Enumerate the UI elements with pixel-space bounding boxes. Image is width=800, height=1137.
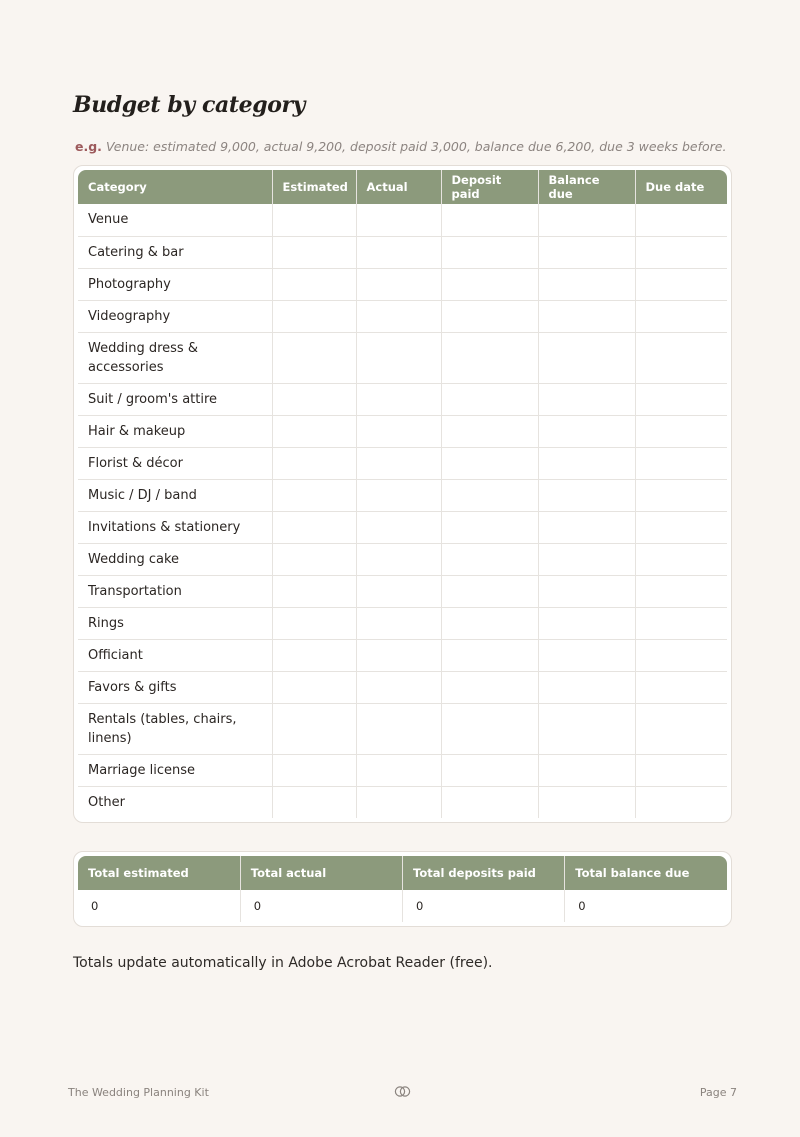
col-header-total-deposits-paid: Total deposits paid [403, 856, 565, 890]
example-text: Venue: estimated 9,000, actual 9,200, deposit paid 3,000, balance due 6,200, due 3 weeks before. [105, 139, 727, 154]
deposit-paid-field[interactable] [441, 332, 538, 383]
example-label: e.g. [75, 139, 102, 154]
budget-row [78, 543, 727, 575]
estimated-field[interactable] [272, 786, 356, 818]
deposit-paid-field[interactable] [441, 204, 538, 236]
deposit-paid-field[interactable] [441, 415, 538, 447]
balance-due-field[interactable] [538, 332, 635, 383]
actual-field[interactable] [356, 447, 441, 479]
due-date-field[interactable] [635, 236, 727, 268]
due-date-field[interactable] [635, 607, 727, 639]
budget-header-row [78, 170, 727, 204]
estimated-field[interactable] [272, 204, 356, 236]
col-header-category: Category [78, 170, 272, 204]
budget-row [78, 575, 727, 607]
budget-row [78, 786, 727, 818]
due-date-field[interactable] [635, 754, 727, 786]
actual-field[interactable] [356, 479, 441, 511]
balance-due-field[interactable] [538, 575, 635, 607]
budget-row [78, 754, 727, 786]
deposit-paid-field[interactable] [441, 300, 538, 332]
deposit-paid-field[interactable] [441, 607, 538, 639]
category-label: Photography [78, 268, 272, 300]
actual-field[interactable] [356, 639, 441, 671]
total-balance-due-field[interactable]: 0 [565, 890, 727, 922]
totals-header-row [78, 856, 727, 890]
col-header-total-estimated: Total estimated [78, 856, 240, 890]
actual-field[interactable] [356, 383, 441, 415]
due-date-field[interactable] [635, 671, 727, 703]
deposit-paid-field[interactable] [441, 671, 538, 703]
actual-field[interactable] [356, 754, 441, 786]
interlocking-rings-icon [394, 1085, 411, 1098]
category-label: Wedding cake [78, 543, 272, 575]
budget-row [78, 300, 727, 332]
category-label: Transportation [78, 575, 272, 607]
estimated-field[interactable] [272, 415, 356, 447]
balance-due-field[interactable] [538, 236, 635, 268]
category-label: Other [78, 786, 272, 818]
category-label: Wedding dress & accessories [78, 332, 272, 383]
totals-note: Totals update automatically in Adobe Acrobat Reader (free). [73, 955, 493, 971]
balance-due-field[interactable] [538, 511, 635, 543]
category-label: Officiant [78, 639, 272, 671]
deposit-paid-field[interactable] [441, 447, 538, 479]
estimated-field[interactable] [272, 703, 356, 754]
category-label: Favors & gifts [78, 671, 272, 703]
balance-due-field[interactable] [538, 607, 635, 639]
actual-field[interactable] [356, 236, 441, 268]
budget-row [78, 703, 727, 754]
balance-due-field[interactable] [538, 300, 635, 332]
estimated-field[interactable] [272, 511, 356, 543]
estimated-field[interactable] [272, 479, 356, 511]
budget-table-card [73, 165, 732, 823]
budget-row [78, 511, 727, 543]
category-label: Invitations & stationery [78, 511, 272, 543]
deposit-paid-field[interactable] [441, 268, 538, 300]
budget-row [78, 332, 727, 383]
totals-table [78, 856, 727, 922]
estimated-field[interactable] [272, 447, 356, 479]
deposit-paid-field[interactable] [441, 383, 538, 415]
due-date-field[interactable] [635, 415, 727, 447]
budget-row [78, 236, 727, 268]
category-label: Florist & décor [78, 447, 272, 479]
estimated-field[interactable] [272, 332, 356, 383]
balance-due-field[interactable] [538, 204, 635, 236]
col-header-actual: Actual [356, 170, 441, 204]
balance-due-field[interactable] [538, 671, 635, 703]
deposit-paid-field[interactable] [441, 511, 538, 543]
budget-row [78, 447, 727, 479]
col-header-balance-due: Balance due [538, 170, 635, 204]
col-header-total-actual: Total actual [240, 856, 402, 890]
balance-due-field[interactable] [538, 479, 635, 511]
budget-row [78, 479, 727, 511]
example-note [75, 139, 726, 154]
balance-due-field[interactable] [538, 447, 635, 479]
deposit-paid-field[interactable] [441, 479, 538, 511]
page-number: Page 7 [699, 1086, 737, 1099]
footer-title: The Wedding Planning Kit [68, 1086, 209, 1099]
actual-field[interactable] [356, 204, 441, 236]
estimated-field[interactable] [272, 575, 356, 607]
balance-due-field[interactable] [538, 415, 635, 447]
category-label: Videography [78, 300, 272, 332]
due-date-field[interactable] [635, 268, 727, 300]
deposit-paid-field[interactable] [441, 236, 538, 268]
actual-field[interactable] [356, 703, 441, 754]
estimated-field[interactable] [272, 300, 356, 332]
col-header-deposit-paid: Deposit paid [441, 170, 538, 204]
due-date-field[interactable] [635, 300, 727, 332]
actual-field[interactable] [356, 415, 441, 447]
due-date-field[interactable] [635, 639, 727, 671]
budget-row [78, 639, 727, 671]
deposit-paid-field[interactable] [441, 543, 538, 575]
balance-due-field[interactable] [538, 383, 635, 415]
budget-row [78, 671, 727, 703]
estimated-field[interactable] [272, 543, 356, 575]
due-date-field[interactable] [635, 332, 727, 383]
deposit-paid-field[interactable] [441, 786, 538, 818]
budget-row [78, 268, 727, 300]
category-label: Rentals (tables, chairs, linens) [78, 703, 272, 754]
due-date-field[interactable] [635, 575, 727, 607]
deposit-paid-field[interactable] [441, 754, 538, 786]
actual-field[interactable] [356, 511, 441, 543]
actual-field[interactable] [356, 332, 441, 383]
actual-field[interactable] [356, 268, 441, 300]
actual-field[interactable] [356, 300, 441, 332]
balance-due-field[interactable] [538, 639, 635, 671]
due-date-field[interactable] [635, 511, 727, 543]
category-label: Hair & makeup [78, 415, 272, 447]
actual-field[interactable] [356, 575, 441, 607]
category-label: Suit / groom's attire [78, 383, 272, 415]
due-date-field[interactable] [635, 786, 727, 818]
category-label: Music / DJ / band [78, 479, 272, 511]
balance-due-field[interactable] [538, 703, 635, 754]
estimated-field[interactable] [272, 639, 356, 671]
total-estimated-field[interactable]: 0 [91, 898, 99, 913]
category-label: Marriage license [78, 754, 272, 786]
deposit-paid-field[interactable] [441, 575, 538, 607]
estimated-field[interactable] [272, 607, 356, 639]
budget-table [78, 170, 727, 818]
budget-row [78, 204, 727, 236]
due-date-field[interactable] [635, 703, 727, 754]
col-header-estimated: Estimated [272, 170, 356, 204]
estimated-field[interactable] [272, 268, 356, 300]
col-header-due-date: Due date [635, 170, 727, 204]
category-label: Catering & bar [78, 236, 272, 268]
budget-row [78, 415, 727, 447]
balance-due-field[interactable] [538, 754, 635, 786]
due-date-field[interactable] [635, 479, 727, 511]
deposit-paid-field[interactable] [441, 703, 538, 754]
due-date-field[interactable] [635, 447, 727, 479]
estimated-field[interactable] [272, 671, 356, 703]
category-label: Venue [88, 212, 129, 228]
actual-field[interactable] [356, 543, 441, 575]
page-title: Budget by category [73, 92, 306, 118]
actual-field[interactable] [356, 786, 441, 818]
due-date-field[interactable] [635, 204, 727, 236]
balance-due-field[interactable] [538, 786, 635, 818]
estimated-field[interactable] [272, 754, 356, 786]
total-deposits-paid-field[interactable]: 0 [403, 890, 565, 922]
budget-row [78, 607, 727, 639]
balance-due-field[interactable] [538, 268, 635, 300]
actual-field[interactable] [356, 607, 441, 639]
totals-table-card [73, 851, 732, 927]
deposit-paid-field[interactable] [441, 639, 538, 671]
actual-field[interactable] [356, 671, 441, 703]
col-header-total-balance-due: Total balance due [565, 856, 727, 890]
budget-row [78, 383, 727, 415]
category-label: Rings [78, 607, 272, 639]
estimated-field[interactable] [272, 236, 356, 268]
total-actual-field[interactable]: 0 [240, 890, 402, 922]
totals-row [78, 890, 727, 922]
due-date-field[interactable] [635, 383, 727, 415]
balance-due-field[interactable] [538, 543, 635, 575]
due-date-field[interactable] [635, 543, 727, 575]
estimated-field[interactable] [272, 383, 356, 415]
